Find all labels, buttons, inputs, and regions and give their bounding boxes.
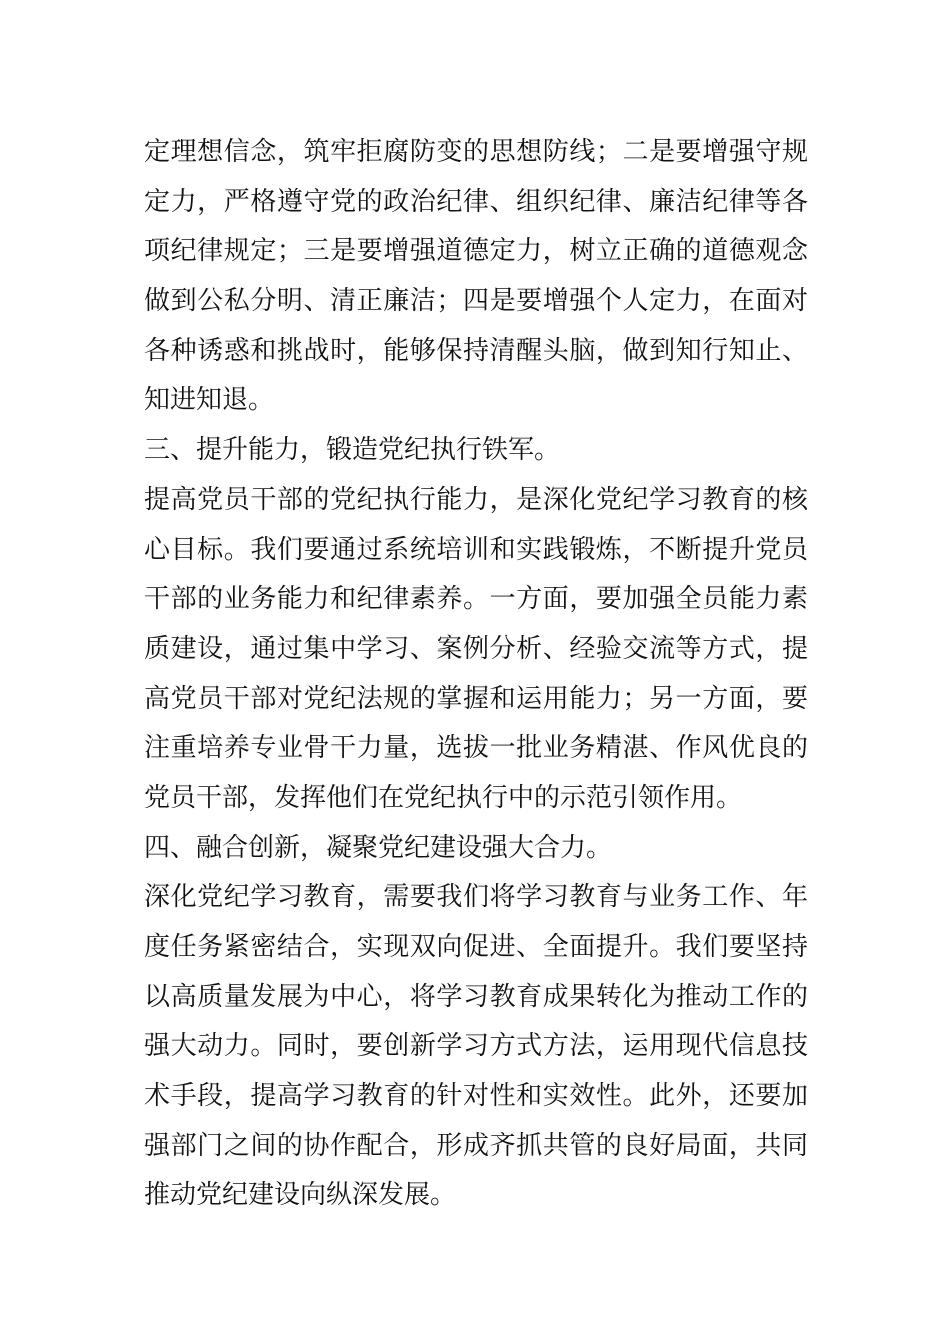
text-line: 深化党纪学习教育，需要我们将学习教育与业务工作、年 (144, 882, 808, 913)
text-line: 注重培养专业骨干力量，选拔一批业务精湛、作风优良的 (144, 733, 808, 764)
text-line: 强部门之间的协作配合，形成齐抓共管的良好局面，共同 (144, 1130, 808, 1161)
document-body (144, 128, 808, 1221)
section-heading (144, 426, 808, 476)
text-line: 知进知退。 (144, 385, 275, 416)
text-line: 项纪律规定；三是要增强道德定力，树立正确的道德观念 (144, 236, 808, 267)
text-line: 高党员干部对党纪法规的掌握和运用能力；另一方面，要 (144, 683, 808, 714)
text-line: 推动党纪建设向纵深发展。 (144, 1180, 457, 1211)
text-line: 心目标。我们要通过系统培训和实践锻炼，不断提升党员 (144, 534, 808, 565)
text-line: 术手段，提高学习教育的针对性和实效性。此外，还要加 (144, 1081, 808, 1112)
text-line: 做到公私分明、清正廉洁；四是要增强个人定力，在面对 (144, 286, 808, 317)
text-line: 党员干部，发挥他们在党纪执行中的示范引领作用。 (144, 782, 743, 813)
text-line: 质建设，通过集中学习、案例分析、经验交流等方式，提 (144, 633, 808, 664)
heading-line: 四、融合创新，凝聚党纪建设强大合力。 (144, 832, 613, 863)
text-line: 定力，严格遵守党的政治纪律、组织纪律、廉洁纪律等各 (144, 186, 808, 217)
text-line: 干部的业务能力和纪律素养。一方面，要加强全员能力素 (144, 584, 808, 615)
text-line: 提高党员干部的党纪执行能力，是深化党纪学习教育的核 (144, 484, 808, 515)
heading-line: 三、提升能力，锻造党纪执行铁军。 (144, 435, 561, 466)
paragraph (144, 128, 808, 426)
text-line: 强大动力。同时，要创新学习方式方法，运用现代信息技 (144, 1031, 808, 1062)
section-heading (144, 824, 808, 874)
paragraph (144, 476, 808, 824)
text-line: 定理想信念，筑牢拒腐防变的思想防线；二是要增强守规 (144, 137, 808, 167)
paragraph (144, 873, 808, 1221)
text-line: 各种诱惑和挑战时，能够保持清醒头脑，做到知行知止、 (144, 335, 808, 366)
text-line: 度任务紧密结合，实现双向促进、全面提升。我们要坚持 (144, 932, 808, 962)
text-line: 以高质量发展为中心，将学习教育成果转化为推动工作的 (144, 981, 808, 1012)
